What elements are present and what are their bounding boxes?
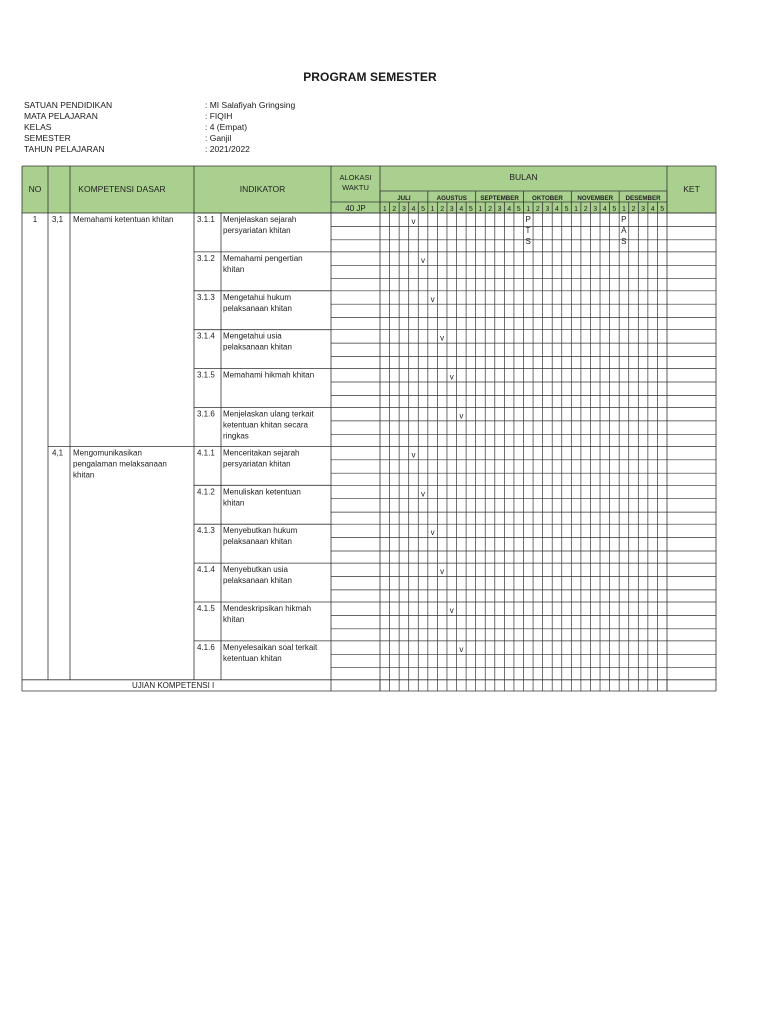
- indicator-text: Memahami pengertian: [223, 253, 303, 263]
- week-label: 1: [478, 206, 483, 213]
- indicator-text: Menuliskan ketentuan: [223, 487, 301, 497]
- week-label: 4: [602, 206, 607, 213]
- header-alokasi: ALOKASI: [339, 173, 372, 182]
- schedule-mark: v: [449, 372, 454, 382]
- footer-ujian-kompetensi: UJIAN KOMPETENSI I: [132, 681, 215, 690]
- month-label: JULI: [397, 195, 411, 202]
- kd-code: 3,1: [52, 215, 64, 224]
- pas-letter: A: [621, 226, 627, 235]
- schedule-mark: v: [430, 528, 435, 538]
- indicator-text: pelaksanaan khitan: [223, 342, 292, 352]
- meta-label: TAHUN PELAJARAN: [24, 144, 105, 154]
- week-label: 1: [430, 206, 435, 213]
- pts-letter: T: [525, 226, 531, 235]
- indicator-text: Mengetahui hukum: [223, 292, 292, 302]
- header-waktu: WAKTU: [342, 183, 369, 192]
- month-label: SEPTEMBER: [480, 195, 519, 202]
- week-label: 5: [516, 206, 521, 213]
- month-label: AGUSTUS: [436, 195, 467, 202]
- pas-letter: P: [621, 215, 627, 224]
- week-label: 3: [401, 206, 406, 213]
- indicator-text: Memahami hikmah khitan: [223, 370, 315, 380]
- page-title: PROGRAM SEMESTER: [303, 70, 437, 84]
- indicator-text: khitan: [223, 264, 245, 274]
- week-label: 2: [631, 206, 636, 213]
- schedule-mark: v: [440, 333, 445, 343]
- week-label: 5: [421, 206, 426, 213]
- meta-value: : MI Salafiyah Gringsing: [205, 100, 296, 110]
- indicator-text: pelaksanaan khitan: [223, 303, 292, 313]
- header-no: NO: [28, 184, 42, 194]
- schedule-mark: v: [430, 294, 435, 304]
- schedule-mark: v: [421, 255, 426, 265]
- indicator-text: Menyebutkan usia: [223, 565, 288, 575]
- week-label: 3: [545, 206, 550, 213]
- meta-label: MATA PELAJARAN: [24, 111, 98, 121]
- indicator-text: Menjelaskan sejarah: [223, 215, 297, 224]
- kd-text: pengalaman melaksanaan: [73, 459, 167, 469]
- indicator-code: 3.1.4: [197, 331, 215, 341]
- pas-letter: S: [621, 237, 627, 246]
- schedule-mark: v: [411, 450, 416, 460]
- week-label: 3: [593, 206, 598, 213]
- meta-value: : 2021/2022: [205, 144, 250, 154]
- month-label: OKTOBER: [532, 195, 563, 202]
- week-label: 3: [497, 206, 502, 213]
- meta-value: : FIQIH: [205, 111, 233, 121]
- week-label: 2: [535, 206, 540, 213]
- indicator-code: 3.1.3: [197, 292, 215, 302]
- indicator-code: 3.1.1: [197, 215, 215, 224]
- indicator-code: 4.1.4: [197, 565, 215, 575]
- week-label: 2: [583, 206, 588, 213]
- indicator-text: khitan: [223, 498, 245, 508]
- kd-text: khitan: [73, 470, 95, 480]
- header-ket: KET: [683, 184, 700, 194]
- indicator-code: 4.1.1: [197, 448, 215, 458]
- schedule-mark: v: [449, 606, 454, 615]
- indicator-text: pelaksanaan khitan: [223, 537, 292, 547]
- schedule-mark: v: [421, 489, 426, 499]
- indicator-code: 3.1.2: [197, 253, 215, 263]
- indicator-text: ketentuan khitan secara: [223, 420, 308, 430]
- row-number: 1: [32, 215, 38, 224]
- kd-text: Memahami ketentuan khitan: [73, 215, 174, 224]
- indicator-code: 4.1.6: [197, 642, 215, 652]
- indicator-code: 4.1.2: [197, 487, 215, 497]
- week-label: 2: [440, 206, 445, 213]
- header-alokasi-value: 40 JP: [345, 204, 366, 213]
- indicator-code: 4.1.5: [197, 604, 215, 613]
- week-label: 1: [382, 206, 387, 213]
- kd-code: 4,1: [52, 448, 64, 458]
- indicator-text: persyariatan khitan: [223, 459, 291, 469]
- pts-letter: P: [525, 215, 531, 224]
- header-indikator: INDIKATOR: [239, 184, 286, 194]
- schedule-mark: v: [440, 567, 445, 577]
- meta-label: SEMESTER: [24, 133, 71, 143]
- week-label: 4: [650, 206, 655, 213]
- schedule-mark: v: [459, 411, 464, 421]
- week-label: 4: [411, 206, 416, 213]
- indicator-text: khitan: [223, 615, 245, 624]
- indicator-text: pelaksanaan khitan: [223, 576, 292, 586]
- week-label: 4: [459, 206, 464, 213]
- week-label: 4: [555, 206, 559, 213]
- pts-letter: S: [525, 237, 531, 246]
- schedule-mark: v: [411, 217, 416, 226]
- week-label: 2: [392, 206, 397, 213]
- indicator-text: Menjelaskan ulang terkait: [223, 409, 314, 419]
- month-label: DESEMBER: [625, 195, 661, 202]
- indicator-code: 3.1.5: [197, 370, 215, 380]
- week-label: 3: [641, 206, 646, 213]
- week-label: 5: [612, 206, 617, 213]
- week-label: 5: [660, 206, 665, 213]
- week-label: 1: [574, 206, 579, 213]
- week-label: 2: [488, 206, 492, 213]
- indicator-text: ketentuan khitan: [223, 653, 282, 663]
- indicator-text: ringkas: [223, 431, 249, 441]
- indicator-text: persyariatan khitan: [223, 226, 291, 235]
- header-kompetensi-dasar: KOMPETENSI DASAR: [78, 184, 166, 194]
- week-label: 5: [564, 206, 569, 213]
- kd-text: Mengomunikasikan: [73, 448, 142, 458]
- month-label: NOVEMBER: [577, 195, 614, 202]
- indicator-text: Menyebutkan hukum: [223, 526, 298, 536]
- header-bulan: BULAN: [509, 172, 538, 182]
- indicator-text: Mengetahui usia: [223, 331, 282, 341]
- meta-value: : Ganjil: [205, 133, 232, 143]
- week-label: 1: [621, 206, 626, 213]
- meta-label: KELAS: [24, 122, 52, 132]
- week-label: 1: [526, 206, 531, 213]
- indicator-code: 4.1.3: [197, 526, 215, 536]
- indicator-text: Menyelesaikan soal terkait: [223, 642, 318, 652]
- week-label: 3: [449, 206, 454, 213]
- schedule-mark: v: [459, 644, 464, 654]
- week-label: 5: [468, 206, 473, 213]
- meta-label: SATUAN PENDIDIKAN: [24, 100, 113, 110]
- indicator-text: Mendeskripsikan hikmah: [223, 604, 312, 613]
- indicator-code: 3.1.6: [197, 409, 215, 419]
- indicator-text: Menceritakan sejarah: [223, 448, 300, 458]
- meta-value: : 4 (Empat): [205, 122, 248, 132]
- week-label: 4: [507, 206, 512, 213]
